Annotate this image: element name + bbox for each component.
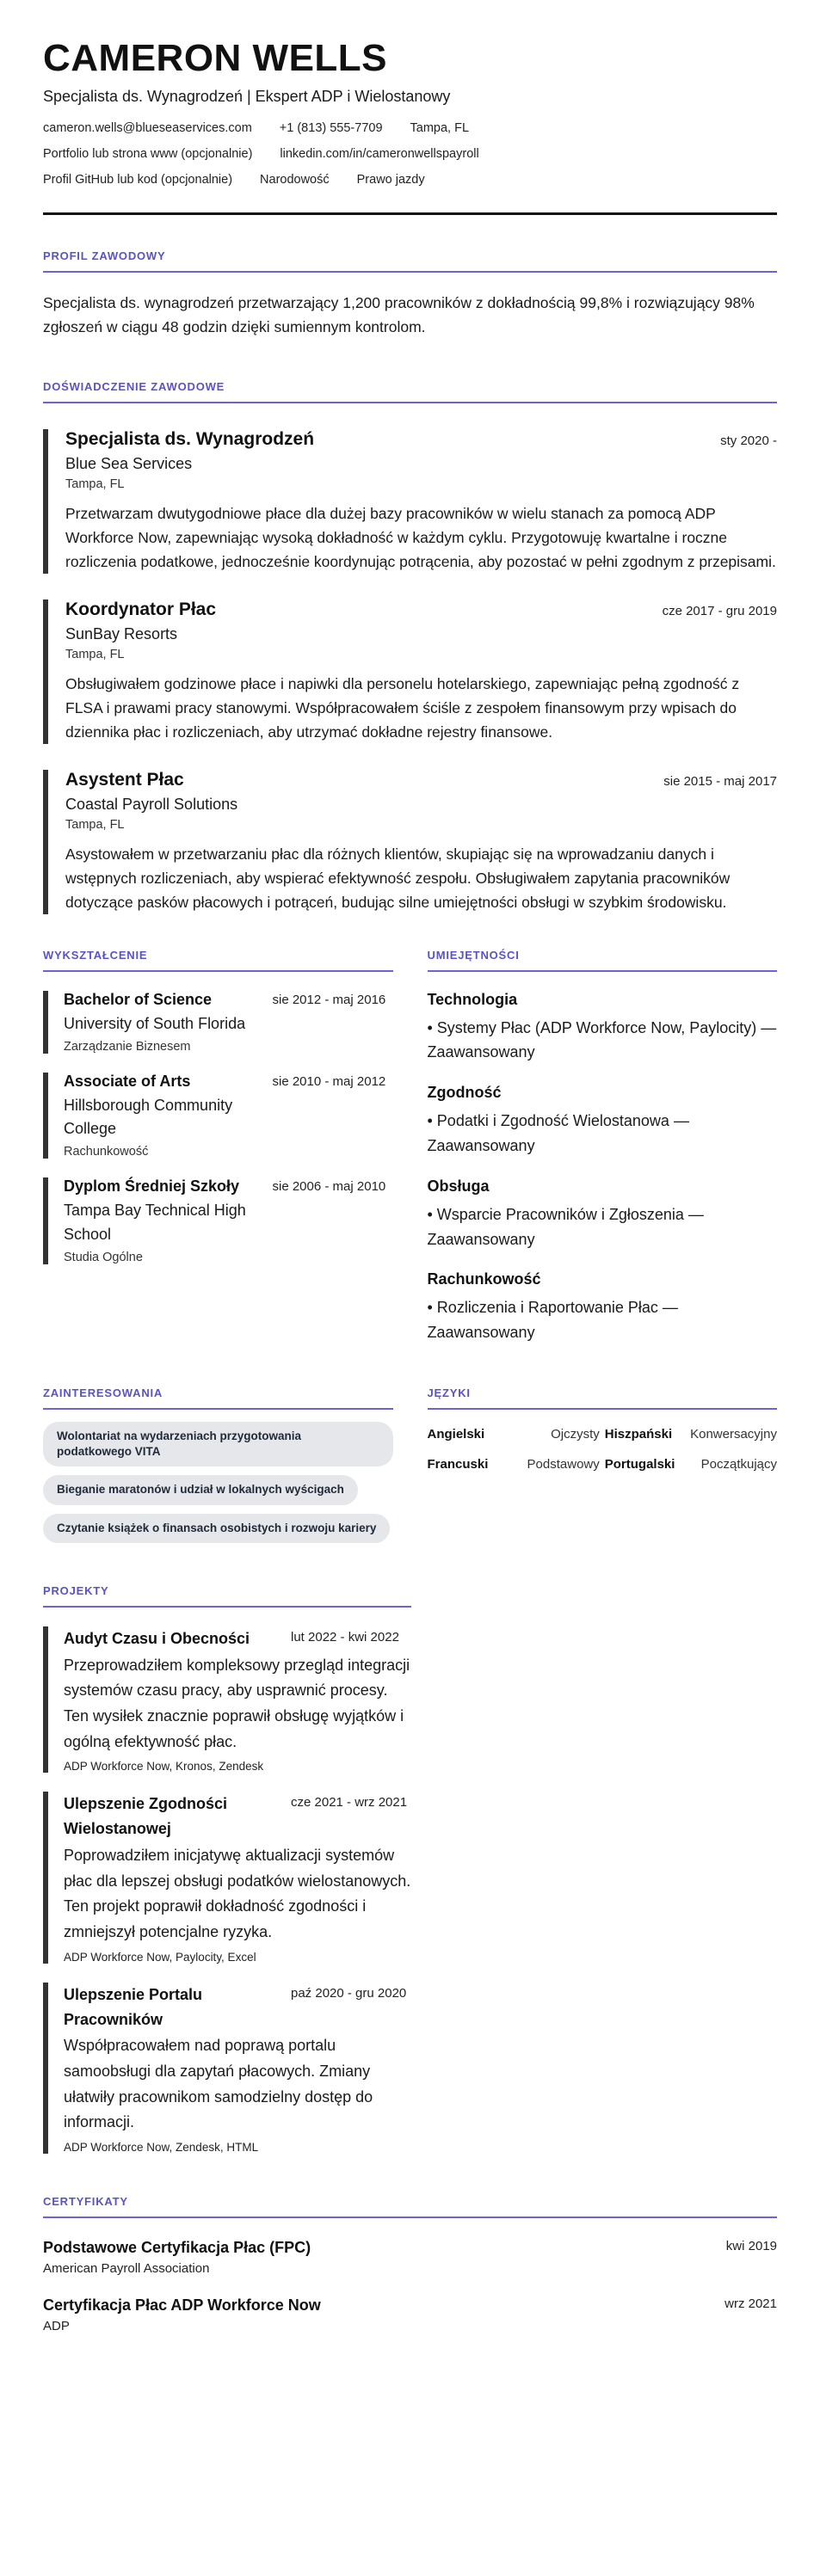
certification-issuer: American Payroll Association: [43, 2261, 210, 2277]
job-entry: [43, 770, 777, 914]
education-entry: [43, 1073, 393, 1159]
education-field: Rachunkowość: [64, 1145, 149, 1159]
skill-category: Obsługa: [427, 1177, 490, 1195]
language-name: Angielski: [427, 1427, 485, 1442]
certification-entry: [43, 2239, 777, 2276]
job-dates: cze 2017 - gru 2019: [662, 603, 777, 618]
job-entry: [43, 599, 777, 744]
language-entry: [605, 1427, 777, 1442]
language-name: Francuski: [427, 1457, 489, 1472]
project-title: Ulepszenie Zgodności Wielostanowej: [64, 1795, 228, 1838]
interest-tag: Bieganie maratonów i udział w lokalnych wyścigach: [43, 1475, 358, 1504]
education-degree: Bachelor of Science: [64, 990, 213, 1008]
skill-item: • Rozliczenia i Raportowanie Płac — Zaawansowany: [427, 1299, 678, 1342]
contact-email[interactable]: cameron.wells@blueseaservices.com: [43, 121, 252, 136]
section-title: PROJEKTY: [43, 1584, 411, 1608]
job-description: Przetwarzam dwutygodniowe płace dla dużej bazy pracowników w wielu stanach za pomocą ADP Workforce Now, zapewniając wysoką dokładność w każdym cyklu. Przygotowuję kwartalne i roczne rozliczenia podatkowe, jednocześnie koordynując potrącenia, aby pozostać w pełni zgodnym z przepisami.: [65, 504, 776, 570]
certification-name: Podstawowe Certyfikacja Płac (FPC): [43, 2239, 311, 2257]
header-divider: [43, 212, 777, 215]
education-dates: sie 2012 - maj 2016: [272, 992, 386, 1007]
section-title: JĘZYKI: [428, 1386, 778, 1410]
project-entry: [43, 1792, 411, 1963]
project-description: Przeprowadziłem kompleksowy przegląd integracji systemów czasu pracy, aby usprawnić procesy. Ten wysiłek znacznie poprawił obsługę wyjątków i ogólną efektywność płac.: [64, 1656, 410, 1750]
skills-section: [428, 949, 778, 1345]
section-title: UMIEJĘTNOŚCI: [428, 949, 778, 972]
job-dates: sie 2015 - maj 2017: [663, 773, 777, 789]
language-level: Podstawowy: [527, 1457, 600, 1472]
language-entry: [428, 1427, 600, 1442]
job-company: SunBay Resorts: [65, 624, 178, 642]
skill-item: • Wsparcie Pracowników i Zgłoszenia — Zaawansowany: [427, 1205, 704, 1248]
contact-phone[interactable]: +1 (813) 555-7709: [279, 121, 383, 136]
section-title: CERTYFIKATY: [43, 2195, 777, 2218]
interest-tag: Wolontariat na wydarzeniach przygotowania podatkowego VITA: [43, 1422, 393, 1466]
project-description: Współpracowałem nad poprawą portalu samoobsługi dla zapytań płacowych. Zmiany ułatwiły pracownikom samodzielny dostęp do informacji.: [64, 2037, 373, 2131]
certifications-section: [43, 2195, 777, 2333]
job-dates: sty 2020 -: [720, 433, 777, 448]
job-company: Blue Sea Services: [65, 454, 193, 472]
certification-date: kwi 2019: [725, 2239, 777, 2254]
profile-summary: Specjalista ds. wynagrodzeń przetwarzający 1,200 pracowników z dokładnością 99,8% i rozwiązujący 98% zgłoszeń w ciągu 48 godzin dzięki sumiennym kontrolom.: [43, 294, 755, 335]
experience-section: [43, 380, 777, 914]
contact-row: [43, 173, 777, 187]
project-entry: [43, 1983, 411, 2154]
language-level: Ojczysty: [551, 1427, 600, 1442]
education-section: [43, 949, 393, 1345]
project-title: Audyt Czasu i Obecności: [64, 1629, 250, 1647]
language-name: Portugalski: [604, 1457, 675, 1472]
education-field: Studia Ogólne: [64, 1251, 143, 1265]
candidate-name: CAMERON WELLS: [43, 37, 388, 79]
job-location: Tampa, FL: [65, 817, 125, 832]
skill-item: • Podatki i Zgodność Wielostanowa — Zaawansowany: [427, 1112, 689, 1155]
language-entry: [605, 1457, 777, 1472]
certification-issuer: ADP: [43, 2319, 70, 2334]
job-title: Asystent Płac: [65, 769, 184, 790]
profile-section: [43, 249, 777, 338]
education-entry: [43, 1177, 393, 1264]
job-location: Tampa, FL: [65, 647, 125, 661]
section-title: ZAINTERESOWANIA: [43, 1386, 393, 1410]
job-description: Asystowałem w przetwarzaniu płac dla różnych klientów, skupiając się na wprowadzaniu danych i wstępnych rozliczeniach, aby wspierać efektywność zespołu. Obsługiwałem zapytania pracowników dotyczące pasków płacowych i potrąceń, budując silne umiejętności obsługi w szybkim środowisku.: [65, 845, 731, 911]
contact-location: Tampa, FL: [410, 121, 470, 136]
interests-section: [43, 1386, 393, 1543]
language-name: Hiszpański: [604, 1427, 673, 1442]
project-dates: cze 2021 - wrz 2021: [291, 1795, 408, 1811]
contact-row: [43, 147, 777, 161]
certification-name: Certyfikacja Płac ADP Workforce Now: [43, 2296, 321, 2315]
education-school: Tampa Bay Technical High School: [64, 1202, 246, 1244]
project-dates: paź 2020 - gru 2020: [291, 1985, 407, 2001]
skill-category: Rachunkowość: [427, 1270, 541, 1288]
section-title: PROFIL ZAWODOWY: [43, 249, 777, 273]
education-dates: sie 2010 - maj 2012: [272, 1073, 386, 1089]
job-title: Specjalista ds. Wynagrodzeń: [65, 428, 315, 449]
contact-portfolio[interactable]: Portfolio lub strona www (opcjonalnie): [43, 147, 253, 162]
skill-item: • Systemy Płac (ADP Workforce Now, Paylocity) — Zaawansowany: [427, 1018, 777, 1061]
projects-section: [43, 1584, 411, 2154]
section-title: WYKSZTAŁCENIE: [43, 949, 393, 972]
project-dates: lut 2022 - kwi 2022: [291, 1629, 399, 1645]
contact-license: Prawo jazdy: [356, 173, 425, 188]
interest-tag: Czytanie książek o finansach osobistych i rozwoju kariery: [43, 1514, 390, 1543]
job-description: Obsługiwałem godzinowe płace i napiwki dla personelu hotelarskiego, zapewniając pełną zgodność z FLSA i prawami pracy stanowymi. Współpracowałem ściśle z zespołem finansowym przy wpisach do dziennika płac i rozliczeniach, aby utrzymać dokładne rejestry finansowe.: [65, 674, 740, 741]
certification-date: wrz 2021: [724, 2296, 777, 2312]
education-field: Zarządzanie Biznesem: [64, 1039, 191, 1054]
resume-header: [43, 38, 777, 215]
skill-category: Technologia: [427, 990, 518, 1008]
candidate-headline: Specjalista ds. Wynagrodzeń | Ekspert ADP i Wielostanowy: [43, 88, 451, 106]
job-company: Coastal Payroll Solutions: [65, 795, 238, 813]
project-technologies: ADP Workforce Now, Zendesk, HTML: [64, 2141, 259, 2155]
skill-category: Zgodność: [427, 1084, 502, 1102]
education-degree: Dyplom Średniej Szkoły: [64, 1177, 240, 1196]
contact-row: [43, 121, 777, 135]
contact-github[interactable]: Profil GitHub lub kod (opcjonalnie): [43, 173, 233, 188]
section-title: DOŚWIADCZENIE ZAWODOWE: [43, 380, 777, 403]
education-skills-row: [43, 949, 777, 1345]
language-level: Konwersacyjny: [690, 1427, 777, 1442]
language-level: Początkujący: [700, 1457, 777, 1472]
job-entry: [43, 429, 777, 574]
education-degree: Associate of Arts: [64, 1072, 191, 1090]
certification-entry: [43, 2296, 777, 2333]
job-title: Koordynator Płac: [65, 599, 217, 619]
project-entry: [43, 1626, 411, 1774]
contact-linkedin[interactable]: linkedin.com/in/cameronwellspayroll: [280, 147, 479, 162]
languages-section: [428, 1386, 778, 1543]
education-entry: [43, 991, 393, 1054]
project-technologies: ADP Workforce Now, Paylocity, Excel: [64, 1950, 256, 1964]
job-location: Tampa, FL: [65, 476, 125, 491]
education-dates: sie 2006 - maj 2010: [272, 1179, 386, 1195]
education-school: Hillsborough Community College: [64, 1096, 233, 1138]
interests-languages-row: [43, 1386, 777, 1543]
language-entry: [428, 1457, 600, 1472]
project-technologies: ADP Workforce Now, Kronos, Zendesk: [64, 1760, 264, 1774]
education-school: University of South Florida: [64, 1014, 246, 1032]
project-description: Poprowadziłem inicjatywę aktualizacji systemów płac dla lepszej obsługi podatków wielostanowych. Ten projekt poprawił dokładność zgodności i zmniejszył potencjalne ryzyka.: [64, 1847, 411, 1941]
contact-nationality: Narodowość: [260, 173, 330, 188]
project-title: Ulepszenie Portalu Pracowników: [64, 1985, 203, 2028]
